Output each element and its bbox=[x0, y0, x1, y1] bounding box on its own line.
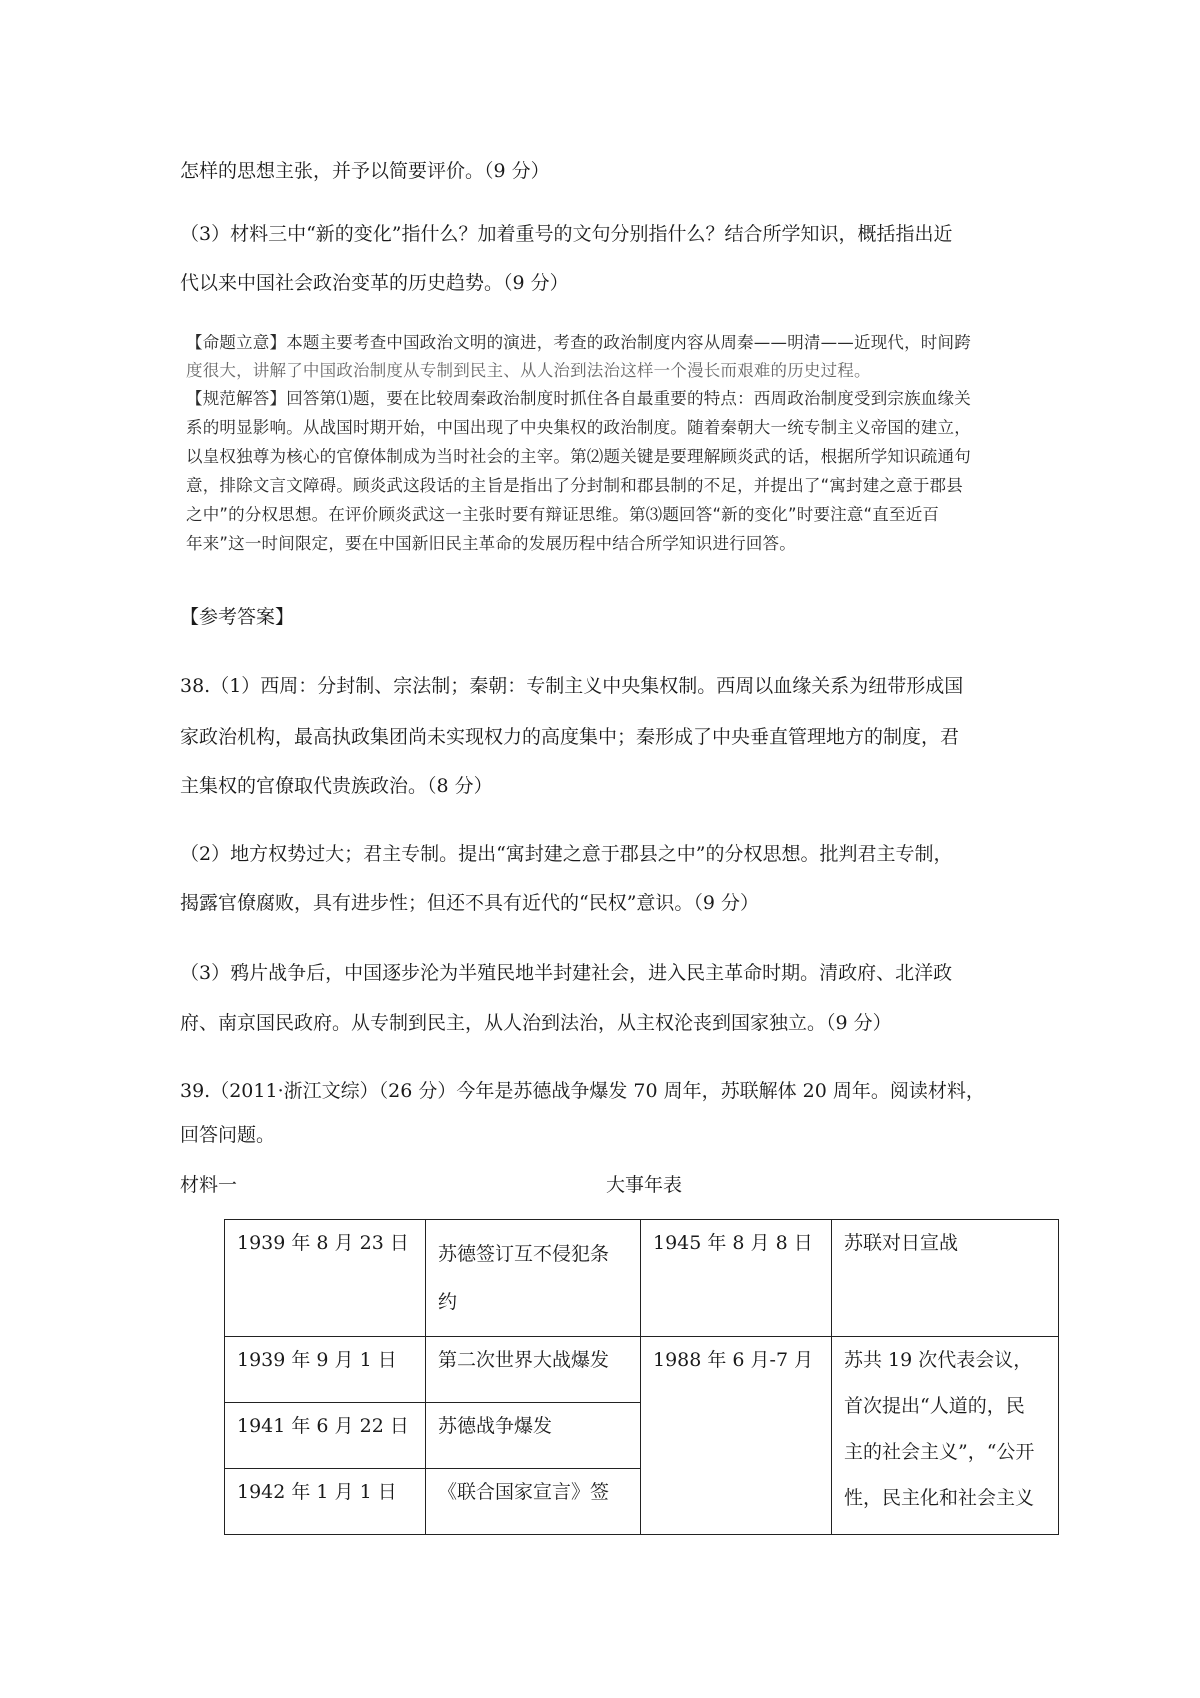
answer-heading: 【参考答案】 bbox=[180, 606, 295, 628]
commentary-line: 之中”的分权思想。在评价顾炎武这一主张时要有辩证思维。第⑶题回答“新的变化”时要注意“直至近百 bbox=[186, 505, 940, 524]
table-row bbox=[225, 1220, 1059, 1337]
table-cell: 苏共 19 次代表会议， 首次提出“人道的，民 主的社会主义”，“公开 性，民主化和社会主义 bbox=[832, 1337, 1059, 1535]
commentary-line: 度很大，讲解了中国政治制度从专制到民主、从人治到法治这样一个漫长而艰难的历史过程。 bbox=[186, 361, 871, 380]
commentary-line: 意，排除文言文障碍。顾炎武这段话的主旨是指出了分封制和郡县制的不足，并提出了“寓封建之意于郡县 bbox=[186, 476, 963, 495]
table-cell: 苏联对日宣战 bbox=[832, 1220, 1059, 1337]
question-3-text-line: （3）材料三中“新的变化”指什么？加着重号的文句分别指什么？结合所学知识，概括指出近 bbox=[180, 223, 953, 245]
commentary-line: 系的明显影响。从战国时期开始，中国出现了中央集权的政治制度。随着秦朝大一统专制主义帝国的建立， bbox=[186, 418, 971, 437]
answer-38-line: （3）鸦片战争后，中国逐步沦为半殖民地半封建社会，进入民主革命时期。清政府、北洋政 bbox=[180, 962, 953, 984]
answer-38-line: 38.（1）西周：分封制、宗法制；秦朝：专制主义中央集权制。西周以血缘关系为纽带形成国 bbox=[180, 675, 964, 697]
commentary-line: 【命题立意】本题主要考查中国政治文明的演进，考查的政治制度内容从周秦——明清——近现代，时间跨 bbox=[186, 333, 971, 352]
table-cell: 苏德战争爆发 bbox=[426, 1403, 641, 1469]
question-39-line: 回答问题。 bbox=[180, 1124, 276, 1146]
table-cell: 1939 年 9 月 1 日 bbox=[225, 1337, 426, 1403]
table-title: 大事年表 bbox=[606, 1174, 683, 1196]
commentary-line: 以皇权独尊为核心的官僚体制成为当时社会的主宰。第⑵题关键是要理解顾炎武的话，根据所学知识疏通句 bbox=[186, 447, 971, 466]
answer-38-line: （2）地方权势过大；君主专制。提出“寓封建之意于郡县之中”的分权思想。批判君主专制， bbox=[180, 843, 953, 865]
answer-38-line: 家政治机构，最高执政集团尚未实现权力的高度集中；秦形成了中央垂直管理地方的制度，君 bbox=[180, 726, 960, 748]
question-text-line: 怎样的思想主张，并予以简要评价。（9 分） bbox=[180, 160, 550, 182]
commentary-line: 【规范解答】回答第⑴题，要在比较周秦政治制度时抓住各自最重要的特点：西周政治制度受到宗族血缘关 bbox=[186, 389, 971, 408]
question-39-line: 39.（2011·浙江文综）（26 分）今年是苏德战争爆发 70 周年，苏联解体 20 周年。阅读材料， bbox=[180, 1080, 985, 1102]
answer-38-line: 府、南京国民政府。从专制到民主，从人治到法治，从主权沦丧到国家独立。（9 分） bbox=[180, 1012, 892, 1034]
table-cell: 1942 年 1 月 1 日 bbox=[225, 1469, 426, 1535]
events-table bbox=[224, 1219, 1059, 1535]
table-cell: 苏德签订互不侵犯条 约 bbox=[426, 1220, 641, 1337]
material-label: 材料一 bbox=[180, 1174, 238, 1196]
table-cell: 1939 年 8 月 23 日 bbox=[225, 1220, 426, 1337]
table-row bbox=[225, 1337, 1059, 1403]
table-cell: 1941 年 6 月 22 日 bbox=[225, 1403, 426, 1469]
table-cell: 1988 年 6 月-7 月 bbox=[641, 1337, 832, 1535]
table-cell: 第二次世界大战爆发 bbox=[426, 1337, 641, 1403]
question-text-line: 代以来中国社会政治变革的历史趋势。（9 分） bbox=[180, 272, 569, 294]
table-cell: 1945 年 8 月 8 日 bbox=[641, 1220, 832, 1337]
commentary-line: 年来”这一时间限定，要在中国新旧民主革命的发展历程中结合所学知识进行回答。 bbox=[186, 534, 796, 553]
table-cell: 《联合国家宣言》签 bbox=[426, 1469, 641, 1535]
answer-38-line: 揭露官僚腐败，具有进步性；但还不具有近代的“民权”意识。（9 分） bbox=[180, 892, 760, 914]
answer-38-line: 主集权的官僚取代贵族政治。（8 分） bbox=[180, 775, 493, 797]
